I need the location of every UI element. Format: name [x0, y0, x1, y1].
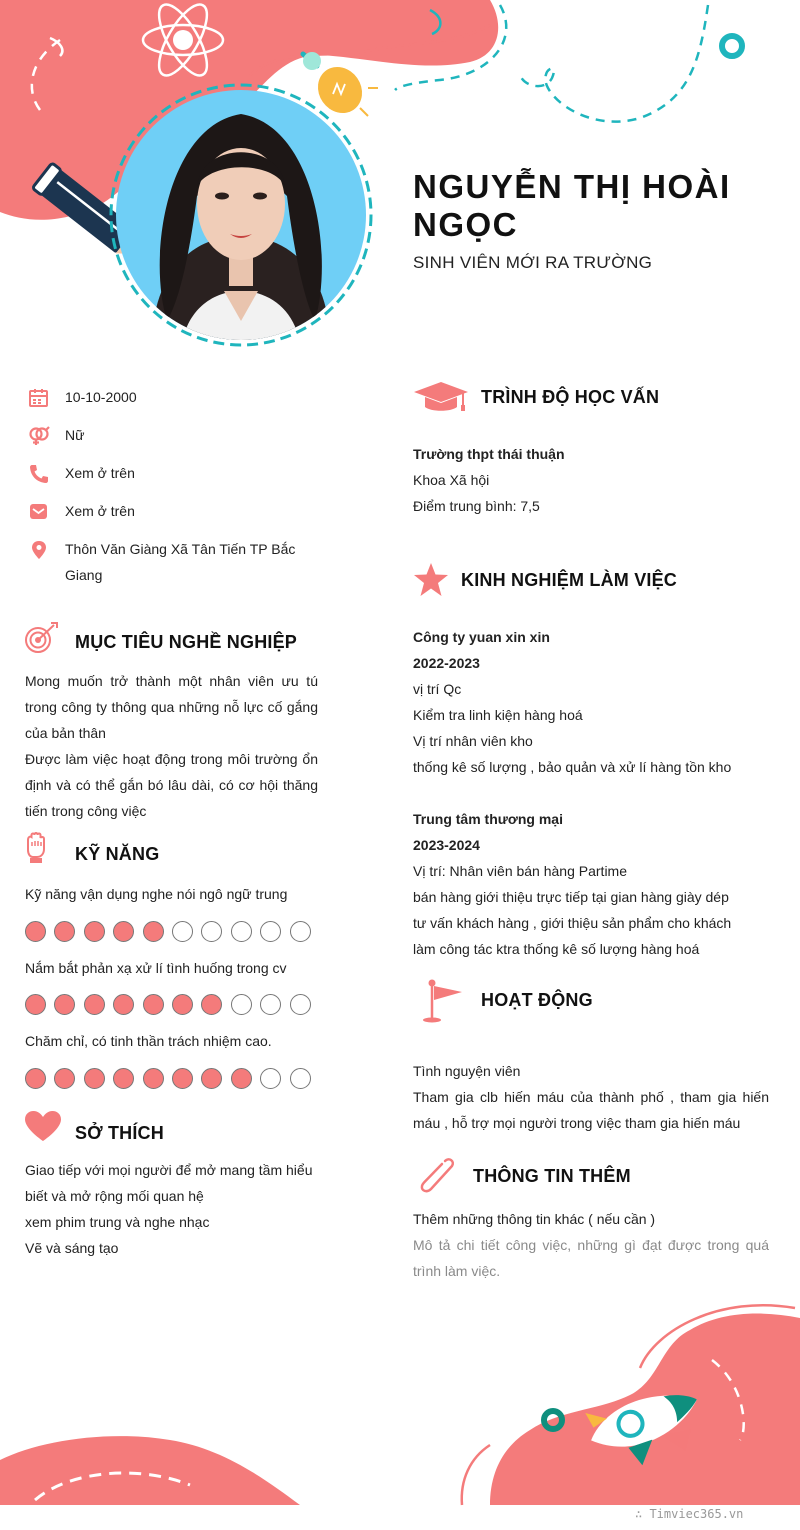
skill-dot-empty — [290, 921, 311, 942]
hobbies-text — [25, 1157, 325, 1261]
job-period: 2023-2024 — [413, 837, 480, 853]
candidate-title: SINH VIÊN MỚI RA TRƯỜNG — [413, 253, 653, 272]
section-title-education: TRÌNH ĐỘ HỌC VẤN — [481, 387, 660, 407]
major: Khoa Xã hội — [413, 472, 490, 488]
job-line: Vị trí nhân viên kho — [413, 733, 533, 749]
hobby-item: Vẽ và sáng tạo — [25, 1240, 119, 1256]
skill-dot-empty — [260, 1068, 281, 1089]
job-company: Trung tâm thương mại — [413, 811, 563, 827]
job-entry — [413, 624, 783, 780]
email-icon — [28, 502, 50, 522]
job-entry — [413, 806, 783, 962]
extra-line: Thêm những thông tin khác ( nếu cần ) — [413, 1211, 656, 1227]
info-address — [28, 540, 315, 588]
target-icon — [24, 622, 60, 654]
job-line: thống kê số lượng , bảo quản và xử lí hàng tồn kho — [413, 759, 732, 775]
job-line: vị trí Qc — [413, 681, 462, 697]
job-period: 2022-2023 — [413, 655, 480, 671]
job-line: Vị trí: Nhân viên bán hàng Partime — [413, 863, 628, 879]
objective-text — [25, 668, 318, 824]
info-email — [28, 502, 315, 524]
skill-rating — [25, 921, 319, 942]
flag-icon — [418, 978, 464, 1024]
hobby-item: Giao tiếp với mọi người để mở mang tầm hiểu biết và mở rộng mối quan hệ — [25, 1162, 313, 1204]
skill-rating — [25, 1068, 319, 1089]
section-title-extra: THÔNG TIN THÊM — [473, 1166, 631, 1186]
section-title-objective: MỤC TIÊU NGHỀ NGHIỆP — [75, 632, 298, 652]
email-text: Xem ở trên — [65, 503, 135, 519]
school-name: Trường thpt thái thuận — [413, 446, 565, 462]
job-line: tư vấn khách hàng , giới thiệu sản phẩm cho khách — [413, 915, 732, 931]
info-phone — [28, 464, 315, 486]
job-line: bán hàng giới thiệu trực tiếp tại gian hàng giày dép — [413, 889, 729, 905]
skill-dot-empty — [201, 921, 222, 942]
activities-text — [413, 1058, 769, 1136]
skill-dot-filled — [113, 921, 134, 942]
info-gender — [28, 426, 315, 448]
skill-dot-filled — [25, 921, 46, 942]
phone-text: Xem ở trên — [65, 465, 135, 481]
skill-dot-filled — [143, 1068, 164, 1089]
skill-dot-empty — [260, 994, 281, 1015]
watermark: ∴ Timviec365.vn — [635, 1507, 744, 1521]
skill-dot-filled — [113, 994, 134, 1015]
skill-dot-empty — [290, 1068, 311, 1089]
skill-dot-empty — [290, 994, 311, 1015]
info-birthdate — [28, 388, 315, 410]
skill-dot-filled — [201, 1068, 222, 1089]
phone-icon — [28, 464, 50, 484]
skill-dot-filled — [172, 994, 193, 1015]
activity-role: Tình nguyện viên — [413, 1063, 521, 1079]
extra-text — [413, 1206, 769, 1284]
skill-label: Kỹ năng vận dụng nghe nói ngô ngữ trung — [25, 886, 288, 902]
fist-icon — [24, 832, 50, 864]
gender-text: Nữ — [65, 427, 85, 443]
candidate-name: NGUYỄN THỊ HOÀI NGỌC — [413, 168, 731, 243]
skill-dot-filled — [201, 994, 222, 1015]
skill-dot-filled — [143, 921, 164, 942]
gender-icon — [28, 426, 50, 446]
skill-dot-filled — [25, 994, 46, 1015]
footer-decoration — [0, 1290, 800, 1530]
skill-label: Nắm bắt phản xạ xử lí tình huống trong cv — [25, 960, 287, 976]
skill-dot-filled — [231, 1068, 252, 1089]
skill-dot-filled — [54, 921, 75, 942]
skill-dot-filled — [113, 1068, 134, 1089]
skill-dot-filled — [143, 994, 164, 1015]
skill-dot-filled — [84, 1068, 105, 1089]
avatar — [112, 86, 370, 344]
skill-dot-filled — [25, 1068, 46, 1089]
skill-dot-empty — [172, 921, 193, 942]
skill-dot-filled — [172, 1068, 193, 1089]
objective-line: Được làm việc hoạt động trong môi trường ổn định và có thể gắn bó lâu dài, có cơ hội thăng tiến trong công việc — [25, 751, 318, 819]
section-title-skills: KỸ NĂNG — [75, 844, 160, 864]
address-text: Thôn Văn Giàng Xã Tân Tiến TP Bắc Giang — [65, 541, 296, 583]
job-company: Công ty yuan xin xin — [413, 629, 550, 645]
skill-dot-filled — [84, 994, 105, 1015]
calendar-icon — [28, 388, 50, 408]
activity-description: Tham gia clb hiến máu của thành phố , tham gia hiến máu , hỗ trợ mọi người trong việc tham gia hiến máu — [413, 1089, 769, 1131]
section-title-experience: KINH NGHIỆM LÀM VIỆC — [461, 570, 678, 590]
extra-hint: Mô tả chi tiết công việc, những gì đạt được trong quá trình làm việc. — [413, 1237, 769, 1279]
section-title-activities: HOẠT ĐỘNG — [481, 990, 593, 1010]
location-icon — [28, 540, 50, 560]
star-icon — [413, 562, 449, 598]
skill-dot-filled — [54, 994, 75, 1015]
gpa: Điểm trung bình: 7,5 — [413, 498, 540, 514]
heart-icon — [24, 1110, 62, 1142]
skill-label: Chăm chỉ, có tinh thần trách nhiệm cao. — [25, 1033, 272, 1049]
graduation-cap-icon — [413, 380, 469, 414]
objective-line: Mong muốn trở thành một nhân viên ưu tú trong công ty thông qua những nỗ lực cố gắng của bản thân — [25, 673, 318, 741]
skill-dot-empty — [231, 994, 252, 1015]
birthdate-text: 10-10-2000 — [65, 389, 137, 405]
job-line: Kiểm tra linh kiện hàng hoá — [413, 707, 583, 723]
skill-dot-empty — [260, 921, 281, 942]
skill-dot-filled — [54, 1068, 75, 1089]
job-line: làm công tác ktra thống kê số lượng hàng hoá — [413, 941, 700, 957]
education-text — [413, 441, 773, 519]
skill-dot-filled — [84, 921, 105, 942]
skill-dot-empty — [231, 921, 252, 942]
paperclip-icon — [415, 1155, 459, 1197]
section-title-hobbies: SỞ THÍCH — [75, 1123, 164, 1143]
hobby-item: xem phim trung và nghe nhạc — [25, 1214, 210, 1230]
skill-rating — [25, 994, 319, 1015]
